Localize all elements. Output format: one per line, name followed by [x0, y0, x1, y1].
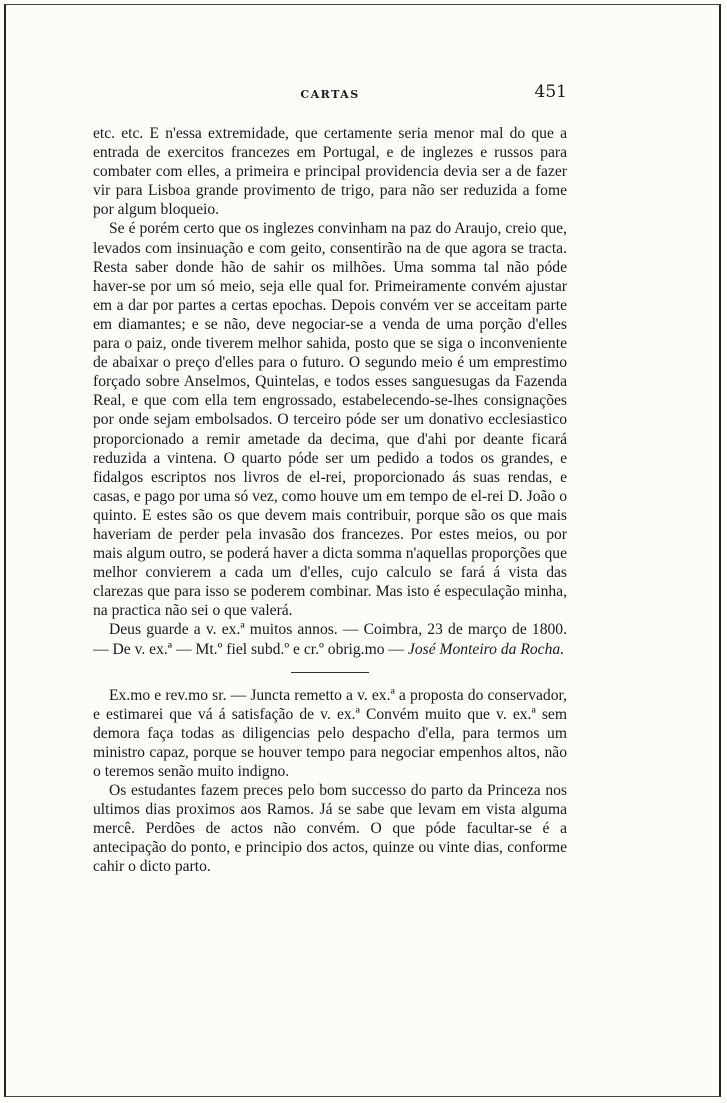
closing-formula: Deus guarde a v. ex.ª muitos annos. — Coimbra, 23 de março de 1800. — De v. ex.ª — Mt.º fiel subd.º e cr.º obrig.mo —: [93, 621, 567, 658]
signature: José Monteiro da Rocha.: [407, 640, 565, 658]
section-divider: [291, 672, 369, 673]
letter-closing: [93, 620, 567, 658]
paragraph-text: Juncta remetto a v. ex.ª a proposta do conservador, e estimarei que vá á satisfação de v. ex.ª Convém muito que v. ex.ª sem demora faça todas as diligencias pelo despacho d'ella, para termos um ministro capaz, porque se houver tempo para negociar empenhos altos, não o teremos senão muito indigno.: [93, 686, 567, 780]
paragraph: Se é porém certo que os inglezes convinham na paz do Araujo, creio que, levados com insinuação e com geito, consentirão na de que agora se tracta. Resta saber donde hão de sahir os milhões. Uma somma tal não póde haver-se por um só meio, seja elle qual for. Primeiramente convém ajustar em a dar por partes a certas epochas. Depois convém ver se acceitam parte em diamantes; e se não, deve negociar-se a venda de uma porção d'elles para o paiz, onde tiverem melhor sahida, posto que se siga o inconveniente de abaixar o preço d'elles para o futuro. O segundo meio é um emprestimo forçado sobre Anselmos, Quintelas, e todos esses sanguesugas da Fazenda Real, e que com ella tem engrossado, estabelecendo-se-lhes consignações por onde sejam embolsados. O terceiro póde ser um donativo ecclesiastico proporcionado a remir ametade da decima, que d'ahi por deante ficará reduzida a vintena. O quarto póde ser um pedido a todos os grandes, e fidalgos escriptos nos livros de el-rei, proporcionado ás suas rendas, e casas, e pago por uma só vez, como houve um em tempo de el-rei D. João o quinto. E estes são os que devem mais contribuir, porque são os que mais haveriam de perder pela invasão dos francezes. Por estes meios, ou por mais algum outro, se poderá haver a dicta somma n'aquellas proporções que melhor convierem a cada um d'elles, cujo calculo se fará á vista das clarezas que para isso se poderem combinar. Mas isto é especulação minha, na practica não sei o que valerá.: [93, 220, 567, 620]
running-title: CARTAS: [300, 88, 360, 101]
salutation: Ex.mo e rev.mo sr. —: [109, 686, 247, 704]
body-text: [93, 124, 567, 877]
page-header: [93, 82, 567, 108]
paragraph: [93, 686, 567, 781]
paragraph: Os estudantes fazem preces pelo bom successo do parto da Princeza nos ultimos dias proximos aos Ramos. Já se sabe que levam em vista alguma mercê. Perdões de actos não convém. O que póde facultar-se é a antecipação do ponto, e principio dos actos, quinze ou vinte dias, conforme cahir o dicto parto.: [93, 782, 567, 876]
paragraph: etc. etc. E n'essa extremidade, que certamente seria menor mal do que a entrada de exercitos francezes em Portugal, e de inglezes e russos para combater com elles, a primeira e principal providencia devia ser a de fazer vir para Lisboa grande provimento de trigo, para não ser reduzida a fome por algum bloqueio.: [93, 125, 567, 219]
page-number: 451: [534, 82, 567, 102]
